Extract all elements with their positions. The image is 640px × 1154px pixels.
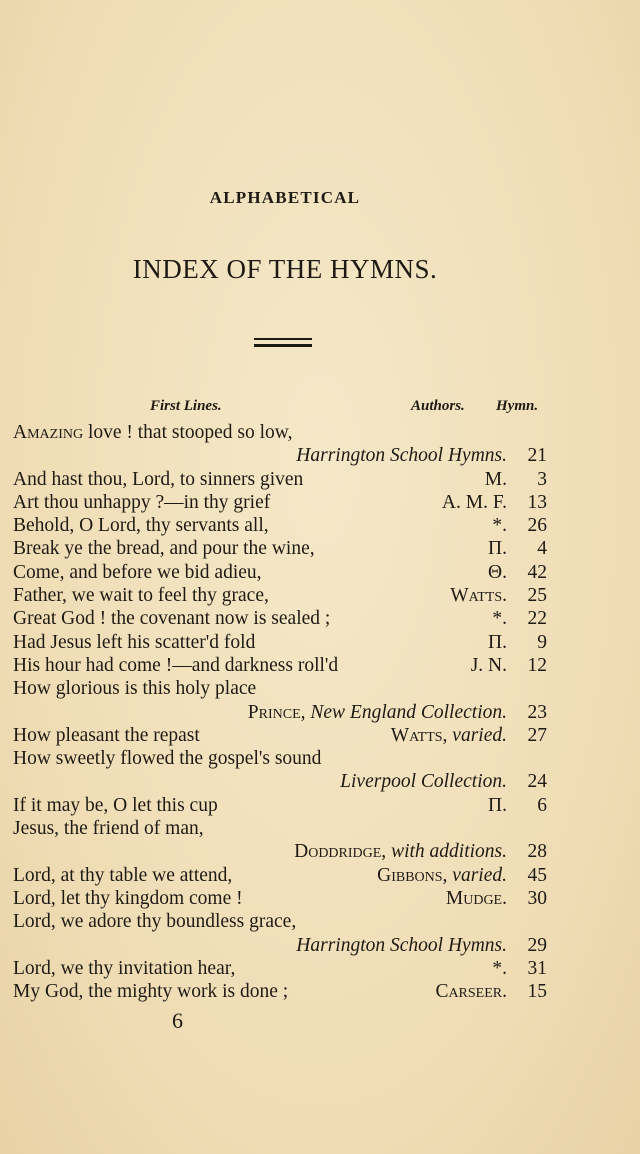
index-entry (13, 654, 547, 677)
hymn-number: 9 (537, 631, 547, 653)
author-name: *. (492, 608, 507, 630)
title-rule-thick (254, 344, 312, 347)
index-entry (13, 770, 547, 793)
first-line-text: How glorious is this holy place (13, 678, 257, 700)
index-entry (13, 584, 547, 607)
index-entry (13, 421, 547, 444)
index-entry (13, 794, 547, 817)
hymn-number: 24 (527, 771, 547, 793)
index-entry (13, 491, 547, 514)
author-name: A. M. F. (441, 491, 507, 513)
first-line-text: How sweetly flowed the gospel's sound (13, 748, 322, 770)
author-name: Carseer. (435, 981, 507, 1003)
index-entry (13, 514, 547, 537)
first-line-text: If it may be, O let this cup (13, 794, 218, 816)
first-line-text: My God, the mighty work is done ; (13, 981, 289, 1003)
index-entry (13, 468, 547, 491)
title-rule-thin (254, 338, 312, 340)
author-name: Harrington School Hymns. (296, 934, 507, 956)
author-name: Watts, varied. (390, 724, 507, 746)
author-name: M. (484, 468, 507, 490)
hymn-number: 30 (527, 887, 547, 909)
first-line-text: Amazing love ! that stooped so low, (13, 422, 293, 443)
hymn-number: 3 (537, 468, 547, 490)
author-name: Watts. (450, 585, 507, 607)
author-name: Π. (488, 631, 507, 653)
hymn-number: 15 (527, 981, 547, 1003)
author-name: *. (492, 515, 507, 537)
first-line-text: Father, we wait to feel thy grace, (13, 585, 269, 607)
hymn-number: 45 (527, 864, 547, 886)
first-line-text: Break ye the bread, and pour the wine, (13, 538, 315, 560)
author-name: Π. (488, 538, 507, 560)
index-entry (13, 724, 547, 747)
page-title: INDEX OF THE HYMNS. (132, 254, 438, 284)
index-entry (13, 957, 547, 980)
hymn-number: 23 (527, 701, 547, 723)
first-line-text: And hast thou, Lord, to sinners given (13, 468, 304, 490)
first-line-text: His hour had come !—and darkness roll'd (13, 654, 339, 676)
hymn-number: 6 (537, 794, 547, 816)
column-header-hymn: Hymn. (496, 398, 539, 414)
index-entry (13, 607, 547, 630)
author-name: Π. (488, 794, 507, 816)
first-line-text: How pleasant the repast (13, 724, 200, 746)
author-name: Liverpool Collection. (340, 771, 507, 793)
first-line-text: Come, and before we bid adieu, (13, 561, 262, 583)
hymn-number: 29 (527, 934, 547, 956)
first-line-text: Lord, we thy invitation hear, (13, 957, 236, 979)
index-entry (13, 561, 547, 584)
first-line-text: Lord, at thy table we attend, (13, 864, 233, 886)
author-name: Doddridge, with additions. (294, 841, 507, 863)
author-name: Harrington School Hymns. (296, 445, 507, 467)
column-header-authors: Authors. (411, 398, 465, 414)
author-name: Θ. (488, 561, 507, 583)
first-line-text: Lord, we adore thy boundless grace, (13, 911, 297, 933)
author-name: J. N. (470, 654, 507, 676)
index-entry (13, 840, 547, 863)
hymn-number: 42 (527, 561, 547, 583)
hymn-number: 4 (537, 538, 547, 560)
hymn-number: 27 (527, 724, 547, 746)
index-entry (13, 887, 547, 910)
column-header-first-lines: First Lines. (150, 398, 222, 414)
heading-alphabetical: ALPHABETICAL (209, 188, 361, 207)
index-entry (13, 864, 547, 887)
first-line-text: Behold, O Lord, thy servants all, (13, 515, 269, 537)
index-entry (13, 817, 547, 840)
author-name: Prince, New England Collection. (247, 701, 507, 723)
author-name: *. (492, 957, 507, 979)
hymn-number: 28 (527, 841, 547, 863)
author-name: Mudge. (445, 887, 507, 909)
author-name: Gibbons, varied. (377, 864, 507, 886)
hymn-number: 12 (527, 654, 547, 676)
first-line-text: Jesus, the friend of man, (13, 818, 204, 840)
first-line-text: Had Jesus left his scatter'd fold (13, 631, 256, 653)
hymn-number: 13 (527, 491, 547, 513)
hymn-number: 21 (527, 445, 547, 467)
index-entry (13, 934, 547, 957)
first-line-text: Art thou unhappy ?—in thy grief (13, 491, 271, 513)
hymn-number: 26 (527, 515, 547, 537)
index-entry (13, 444, 547, 467)
index-entry (13, 980, 547, 1003)
first-line-text: Lord, let thy kingdom come ! (13, 887, 243, 909)
first-line-text: Great God ! the covenant now is sealed ; (13, 608, 331, 630)
hymn-number: 22 (527, 608, 547, 630)
index-entry (13, 701, 547, 724)
index-entry (13, 677, 547, 700)
hymn-index-list (13, 421, 547, 1003)
signature-mark: 6 (172, 1008, 183, 1033)
index-entry (13, 747, 547, 770)
hymn-number: 25 (527, 585, 547, 607)
index-entry (13, 537, 547, 560)
hymn-number: 31 (527, 957, 547, 979)
index-entry (13, 910, 547, 933)
index-entry (13, 631, 547, 654)
